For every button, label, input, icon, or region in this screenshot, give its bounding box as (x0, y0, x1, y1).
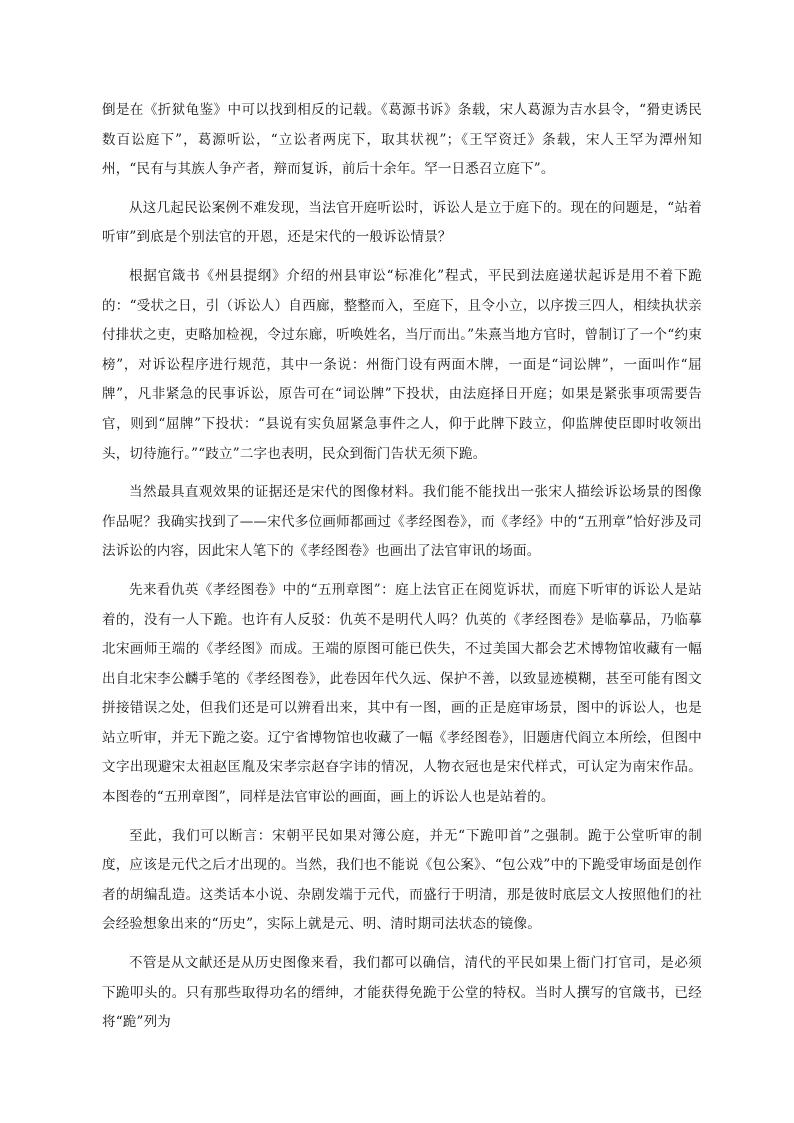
paragraph-7: 不管是从文献还是从历史图像来看，我们都可以确信，清代的平民如果上衙门打官司，是必须下跪叩头的。只有那些取得功名的缙绅，才能获得免跪于公堂的特权。当时人撰写的官箴书，已经将“跪”列为 (102, 955, 702, 1031)
paragraph-6: 至此，我们可以断言：宋朝平民如果对簿公庭，并无“下跪叩首”之强制。跪于公堂听审的制度，应该是元代之后才出现的。当然，我们也不能说《包公案》、“包公戏”中的下跪受审场面是创作者的胡编乱造。这类话本小说、杂剧发端于元代，而盛行于明清，那是彼时底层文人按照他们的社会经验想象出来的“历史”，实际上就是元、明、清时期司法状态的镜像。 (102, 827, 702, 933)
paragraph-4: 当然最具直观效果的证据还是宋代的图像材料。我们能不能找出一张宋人描绘诉讼场景的图像作品呢？我确实找到了——宋代多位画师都画过《孝经图卷》，而《孝经》中的“五刑章”恰好涉及司法诉讼的内容，因此宋人笔下的《孝经图卷》也画出了法官审讯的场面。 (102, 484, 702, 560)
article-body (102, 96, 702, 1047)
paragraph-2: 从这几起民讼案例不难发现，当法官开庭听讼时，诉讼人是立于庭下的。现在的问题是，“站着听审”到底是个别法官的开恩，还是宋代的一般诉讼情景？ (102, 199, 702, 246)
paragraph-1: 倒是在《折狱龟鉴》中可以找到相反的记载。《葛源书诉》条载，宋人葛源为吉水县令，“猾吏诱民数百讼庭下”，葛源听讼，“立讼者两庑下，取其状视”；《王罕资迁》条载，宋人王罕为潭州知州，“民有与其族人争产者，辩而复诉，前后十余年。罕一日悉召立庭下”。 (102, 102, 702, 178)
paragraph-3: 根据官箴书《州县提纲》介绍的州县审讼“标准化”程式，平民到法庭递状起诉是用不着下跪的：“受状之日，引（诉讼人）自西廊，整整而入，至庭下，且令小立，以序拨三四人，相续执状亲付排状之吏，吏略加检视，令过东廊，听唤姓名，当厅而出。”朱熹当地方官时，曾制订了一个“约束榜”，对诉讼程序进行规范，其中一条说：州衙门设有两面木牌，一面是“词讼牌”，一面叫作“屈牌”，凡非紧急的民事诉讼，原告可在“词讼牌”下投状，由法庭择日开庭；如果是紧张事项需要告官，则到“屈牌”下投状：“县说有实负屈紧急事件之人，仰于此牌下跂立，仰监牌使臣即时收领出头，切待施行。”“跂立”二字也表明，民众到衙门告状无须下跪。 (102, 267, 702, 462)
paragraph-5: 先来看仇英《孝经图卷》中的“五刑章图”：庭上法官正在阅览诉状，而庭下听审的诉讼人是站着的，没有一人下跪。也许有人反驳：仇英不是明代人吗？仇英的《孝经图卷》是临摹品，乃临摹北宋画师王端的《孝经图》而成。王端的原图可能已佚失，不过美国大都会艺术博物馆收藏有一幅出自北宋李公麟手笔的《孝经图卷》，此卷因年代久远、保护不善，以致显迹模糊，甚至可能有图文拼接错误之处，但我们还是可以辨看出来，其中有一图，画的正是庭审场景，图中的诉讼人，也是站立听审，并无下跪之姿。辽宁省博物馆也收藏了一幅《孝经图卷》，旧题唐代阎立本所绘，但图中文字出现避宋太祖赵匡胤及宋孝宗赵昚字讳的情况，人物衣冠也是宋代样式，可认定为南宋作品。本图卷的“五刑章图”，同样是法官审讼的画面，画上的诉讼人也是站着的。 (102, 581, 702, 806)
